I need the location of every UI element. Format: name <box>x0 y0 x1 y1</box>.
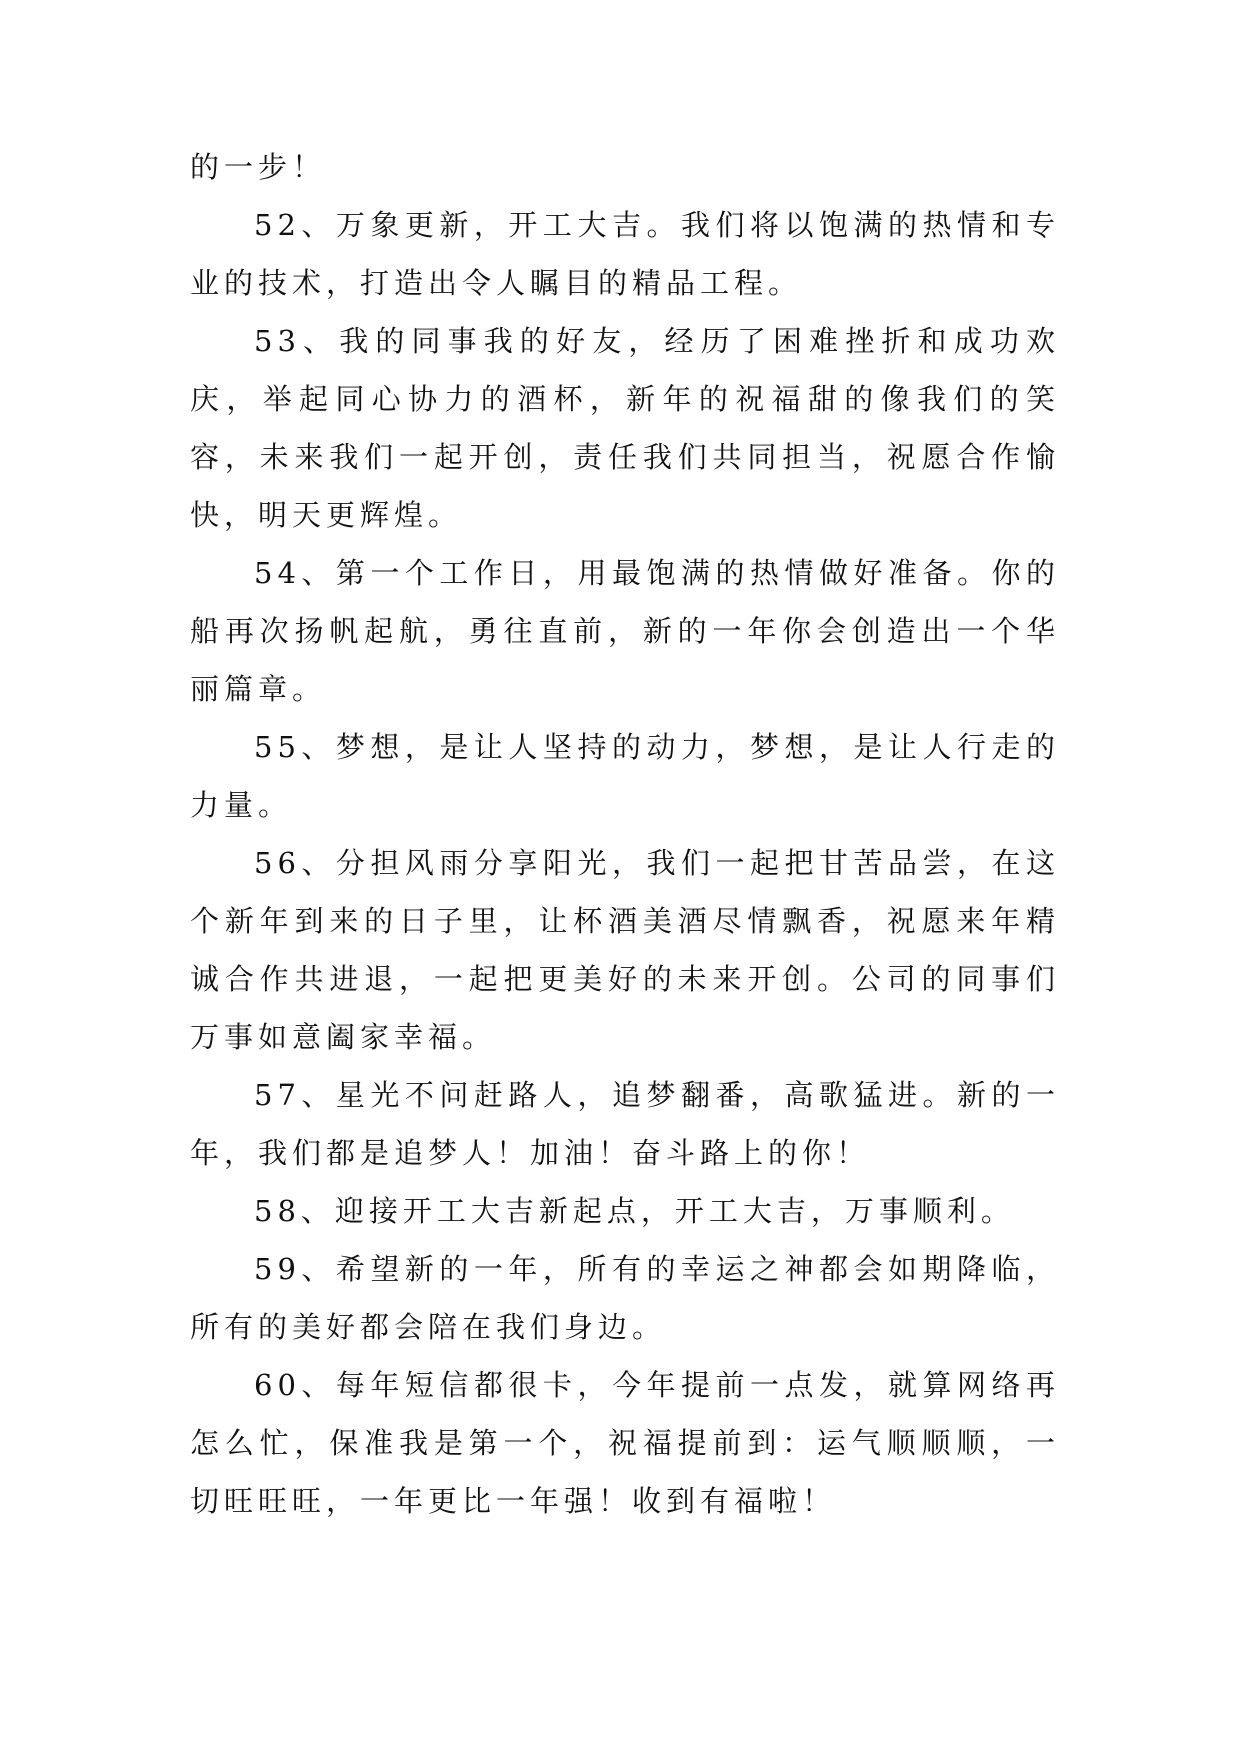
paragraph-57: 57、星光不问赶路人，追梦翻番，高歌猛进。新的一年，我们都是追梦人！加油！奋斗路上的你！ <box>190 1078 1060 1170</box>
paragraph-58: 58、迎接开工大吉新起点，开工大吉，万事顺利。 <box>254 1194 1015 1228</box>
paragraph-60: 60、每年短信都很卡，今年提前一点发，就算网络再怎么忙，保准我是第一个，祝福提前到：运气顺顺顺，一切旺旺旺，一年更比一年强！收到有福啦！ <box>190 1368 1060 1518</box>
document-page <box>190 138 1060 1530</box>
paragraph-55: 55、梦想，是让人坚持的动力，梦想，是让人行走的力量。 <box>190 730 1060 822</box>
paragraph-56: 56、分担风雨分享阳光，我们一起把甘苦品尝，在这个新年到来的日子里，让杯酒美酒尽情飘香，祝愿来年精诚合作共进退，一起把更美好的未来开创。公司的同事们万事如意阖家幸福。 <box>190 846 1060 1054</box>
paragraph-53: 53、我的同事我的好友，经历了困难挫折和成功欢庆，举起同心协力的酒杯，新年的祝福甜的像我们的笑容，未来我们一起开创，责任我们共同担当，祝愿合作愉快，明天更辉煌。 <box>190 324 1060 532</box>
paragraph-continued: 的一步！ <box>190 150 327 184</box>
paragraph-59: 59、希望新的一年，所有的幸运之神都会如期降临，所有的美好都会陪在我们身边。 <box>190 1252 1060 1344</box>
paragraph-54: 54、第一个工作日，用最饱满的热情做好准备。你的船再次扬帆起航，勇往直前，新的一年你会创造出一个华丽篇章。 <box>190 556 1060 706</box>
paragraph-52: 52、万象更新，开工大吉。我们将以饱满的热情和专业的技术，打造出令人瞩目的精品工程。 <box>190 208 1060 300</box>
